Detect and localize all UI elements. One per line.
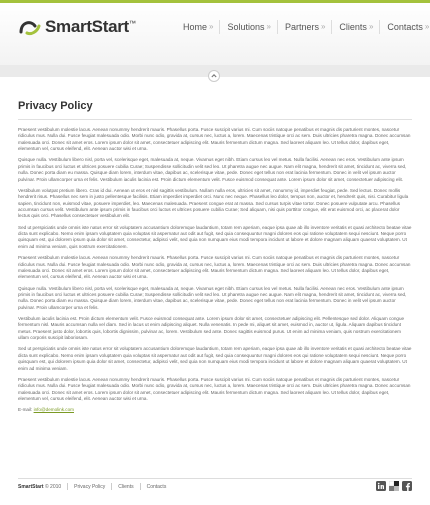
chevron-up-icon: [211, 73, 217, 79]
collapse-toggle-button[interactable]: [208, 70, 220, 82]
nav-arrow-icon: »: [209, 22, 214, 31]
paragraph: Praesent vestibulum molestie lacus. Aenean nonummy hendrerit mauris. Phasellus porta. Fusce suscipit varius mi. Cum sociis natoque penatibus et magnis dis parturient montes, nascetur ridiculus mus. Nulla dui. Fusce feugiat malesuada odio. Morbi nunc odio, gravida at, cursus nec, luctus a, lorem. Maecenas tristique orci ac sem. Duis ultricies pharetra magna. Donec accumsan malesuada orci. Donec sit amet eros. Lorem ipsum dolor sit amet, consectetuer adipiscing elit. Mauris fermentum dictum magna. Sed laoreet aliquam leo. Ut tellus dolor, dapibus eget, elementum vel, cursus eleifend, elit. Aenean auctor wisi et urna.: [18, 376, 411, 401]
email-label: E-mail:: [18, 407, 33, 413]
facebook-icon[interactable]: [402, 481, 412, 491]
footer-link-contacts[interactable]: Contacts: [146, 483, 167, 490]
nav-arrow-icon: »: [368, 22, 374, 31]
nav-label: Contacts: [387, 22, 423, 32]
paragraph: Vestibulum volutpat pretium libero. Cras id dui. Aenean ut eros et nisl sagittis vestibulum. Nullam nulla eros, ultricies sit amet, nonummy id, imperdiet feugiat, pede. Sed lectus. Donec mollis hendrerit risus. Phasellus nec sem in justo pellentesque facilisis. Etiam imperdiet imperdiet orci. Nunc nec neque. Phasellus leo dolor, tempus non, auctor et, hendrerit quis, nisi. Curabitur ligula sapien, tincidunt non, euismod vitae, posuere imperdiet, leo. Maecenas malesuada. Praesent congue erat at massa. Sed cursus turpis vitae tortor. Donec posuere vulputate arcu. Phasellus accumsan cursus velit. Vestibulum ante ipsum primis in faucibus orci luctus et ultrices posuere cubilia Curae; Sed aliquam, nisi quis porttitor congue, elit erat euismod orci, ac placerat dolor lectus quis orci. Phasellus consectetuer vestibulum elit.: [18, 187, 409, 219]
footer-link-clients[interactable]: Clients: [118, 483, 134, 490]
nav-label: Solutions: [227, 22, 265, 32]
main-nav: [176, 20, 430, 34]
delicious-icon[interactable]: [389, 481, 399, 491]
contact-line: [18, 407, 412, 413]
footer-link-privacy-policy[interactable]: Privacy Policy: [74, 483, 106, 490]
nav-item-contacts[interactable]: [380, 20, 430, 34]
paragraph: Sed ut perspiciatis unde omnis iste natus error sit voluptatem accusantium doloremque laudantium, totam rem aperiam, eaque ipsa quae ab illo inventore veritatis et quasi architecto beatae vitae dicta sunt explicabo. Nemo enim ipsam voluptatem quia voluptas sit aspernatur aut odit aut fugit, sed quia consequuntur magni dolores eos qui ratione voluptatem sequi nesciunt. Neque porro quisquam est, qui dolorem ipsum quia dolor sit amet, consectetur, adipisci velit, sed quia non numquam eius modi tempora incidunt ut labore et dolore magnam aliquam quaerat voluptatem. Ut enim ad minima veniam.: [18, 346, 412, 371]
paragraph: Praesent vestibulum molestie lacus. Aenean nonummy hendrerit mauris. Phasellus porta. Fusce suscipit varius mi. Cum sociis natoque penatibus et magnis dis parturient montes, nascetur ridiculus mus. Nulla dui. Fusce feugiat malesuada odio. Morbi nunc odio, gravida at, cursus nec, luctus a, lorem. Maecenas tristique orci ac sem. Duis ultricies pharetra magna. Donec accumsan malesuada orci. Donec sit amet eros. Lorem ipsum dolor sit amet, consectetuer adipiscing elit. Mauris fermentum dictum magna. Sed laoreet aliquam leo. Ut tellus dolor, dapibus eget, elementum vel, cursus eleifend, elit. Aenean auctor wisi et urna.: [18, 127, 411, 152]
nav-item-partners[interactable]: [278, 20, 332, 34]
paragraph: Praesent vestibulum molestie lacus. Aenean nonummy hendrerit mauris. Phasellus porta. Fusce suscipit varius mi. Cum sociis natoque penatibus et magnis dis parturient montes, nascetur ridiculus mus. Nulla dui. Fusce feugiat malesuada odio. Morbi nunc odio, gravida at, cursus nec, luctus a, lorem. Maecenas tristique orci ac sem. Duis ultricies pharetra magna. Donec accumsan malesuada orci. Donec sit amet eros. Lorem ipsum dolor sit amet, consectetuer adipiscing elit. Mauris fermentum dictum magna. Sed laoreet aliquam leo. Ut tellus dolor, dapibus eget, elementum vel, cursus eleifend, elit. Aenean auctor wisi et urna.: [18, 255, 411, 280]
nav-label: Clients: [339, 22, 367, 32]
footer-separator: [111, 483, 112, 490]
brand-name: SmartStart™: [45, 17, 136, 36]
paragraph: Vestibulum iaculis lacinia est. Proin dictum elementum velit. Fusce euismod consequat ante. Lorem ipsum dolor sit amet, consectetuer adipiscing elit. Pellentesque sed dolor. Aliquam congue fermentum nisl. Mauris accumsan nulla vel diam. Sed in lacus ut enim adipiscing aliquet. Nulla venenatis. In pede mi, aliquet sit amet, euismod in, auctor ut, ligula. Aliquam dapibus tincidunt metus. Praesent justo dolor, lobortis quis, lobortis dignissim, pulvinar ac, lorem. Vestibulum sed ante. Donec sagittis euismod purus. Ut enim ad minima veniam, quis nostrum exercitationem ullam corporis suscipit laboriosam.: [18, 315, 405, 341]
main-content: [18, 127, 412, 414]
footer-divider: [18, 478, 412, 479]
site-header: [0, 3, 430, 65]
page-title: Privacy Policy: [18, 100, 93, 112]
footer-separator: [140, 483, 141, 490]
divider: [18, 119, 412, 120]
logo[interactable]: [18, 17, 136, 37]
nav-label: Partners: [284, 22, 319, 32]
paragraph: Sed ut perspiciatis unde omnis iste natus error sit voluptatem accusantium doloremque laudantium, totam rem aperiam, eaque ipsa quae ab illo inventore veritatis et quasi architecto beatae vitae dicta sunt explicabo. Nemo enim ipsam voluptatem quia voluptas sit aspernatur aut odit aut fugit, sed quia consequuntur magni dolores eos qui ratione voluptatem sequi nesciunt. Neque porro quisquam est, qui dolorem ipsum quia dolor sit amet, consectetur, adipisci velit, sed quia non numquam eius modi tempora incidunt ut labore et dolore magnam aliquam quaerat voluptatem. Ut enim ad minima veniam, quis nostrum exercitationem.: [18, 224, 412, 249]
nav-item-home[interactable]: [176, 20, 220, 34]
nav-item-solutions[interactable]: [220, 20, 277, 34]
social-links: [373, 481, 412, 491]
linkedin-icon[interactable]: [376, 481, 386, 491]
paragraph: Quisque nulla. Vestibulum libero nisl, porta vel, scelerisque eget, malesuada at, neque. Vivamus eget nibh. Etiam cursus leo vel metus. Nulla facilisi. Aenean nec eros. Vestibulum ante ipsum primis in faucibus orci luctus et ultrices posuere cubilia Curae; Suspendisse sollicitudin velit sed leo. Ut pharetra augue nec augue. Nam elit magna, hendrerit sit amet, tincidunt ac, viverra sed, nulla. Donec porta diam eu massa. Quisque diam lorem, interdum vitae, dapibus ac, scelerisque vitae, pede. Donec eget tellus non erat lacinia fermentum. Donec in velit vel ipsum auctor pulvinar. Proin ullamcorper urna et felis.: [18, 285, 407, 310]
footer-copyright: © 2010: [44, 483, 62, 490]
email-link[interactable]: info@demolink.com: [33, 407, 74, 413]
site-footer: [18, 483, 166, 490]
nav-arrow-icon: »: [266, 22, 271, 31]
logo-mark-icon: [18, 17, 42, 37]
nav-label: Home: [183, 22, 208, 32]
nav-arrow-icon: »: [320, 22, 326, 31]
nav-item-clients[interactable]: [332, 20, 380, 34]
footer-brand: SmartStart: [18, 483, 44, 490]
paragraph: Quisque nulla. Vestibulum libero nisl, porta vel, scelerisque eget, malesuada at, neque. Vivamus eget nibh. Etiam cursus leo vel metus. Nulla facilisi. Aenean nec eros. Vestibulum ante ipsum primis in faucibus orci luctus et ultrices posuere cubilia Curae; Suspendisse sollicitudin velit sed leo. Ut pharetra augue nec augue. Nam elit magna, hendrerit sit amet, tincidunt ac, viverra sed, nulla. Donec porta diam eu massa. Quisque diam lorem, interdum vitae, dapibus ac, scelerisque vitae, pede. Donec eget tellus non erat lacinia fermentum. Donec in velit vel ipsum auctor pulvinar. Proin ullamcorper urna et felis. Vestibulum iaculis lacinia est. Proin dictum elementum velit. Fusce euismod consequat ante. Lorem ipsum dolor sit amet, consectetuer adipiscing elit.: [18, 157, 407, 182]
nav-arrow-icon: »: [424, 22, 430, 31]
footer-separator: [67, 483, 68, 490]
